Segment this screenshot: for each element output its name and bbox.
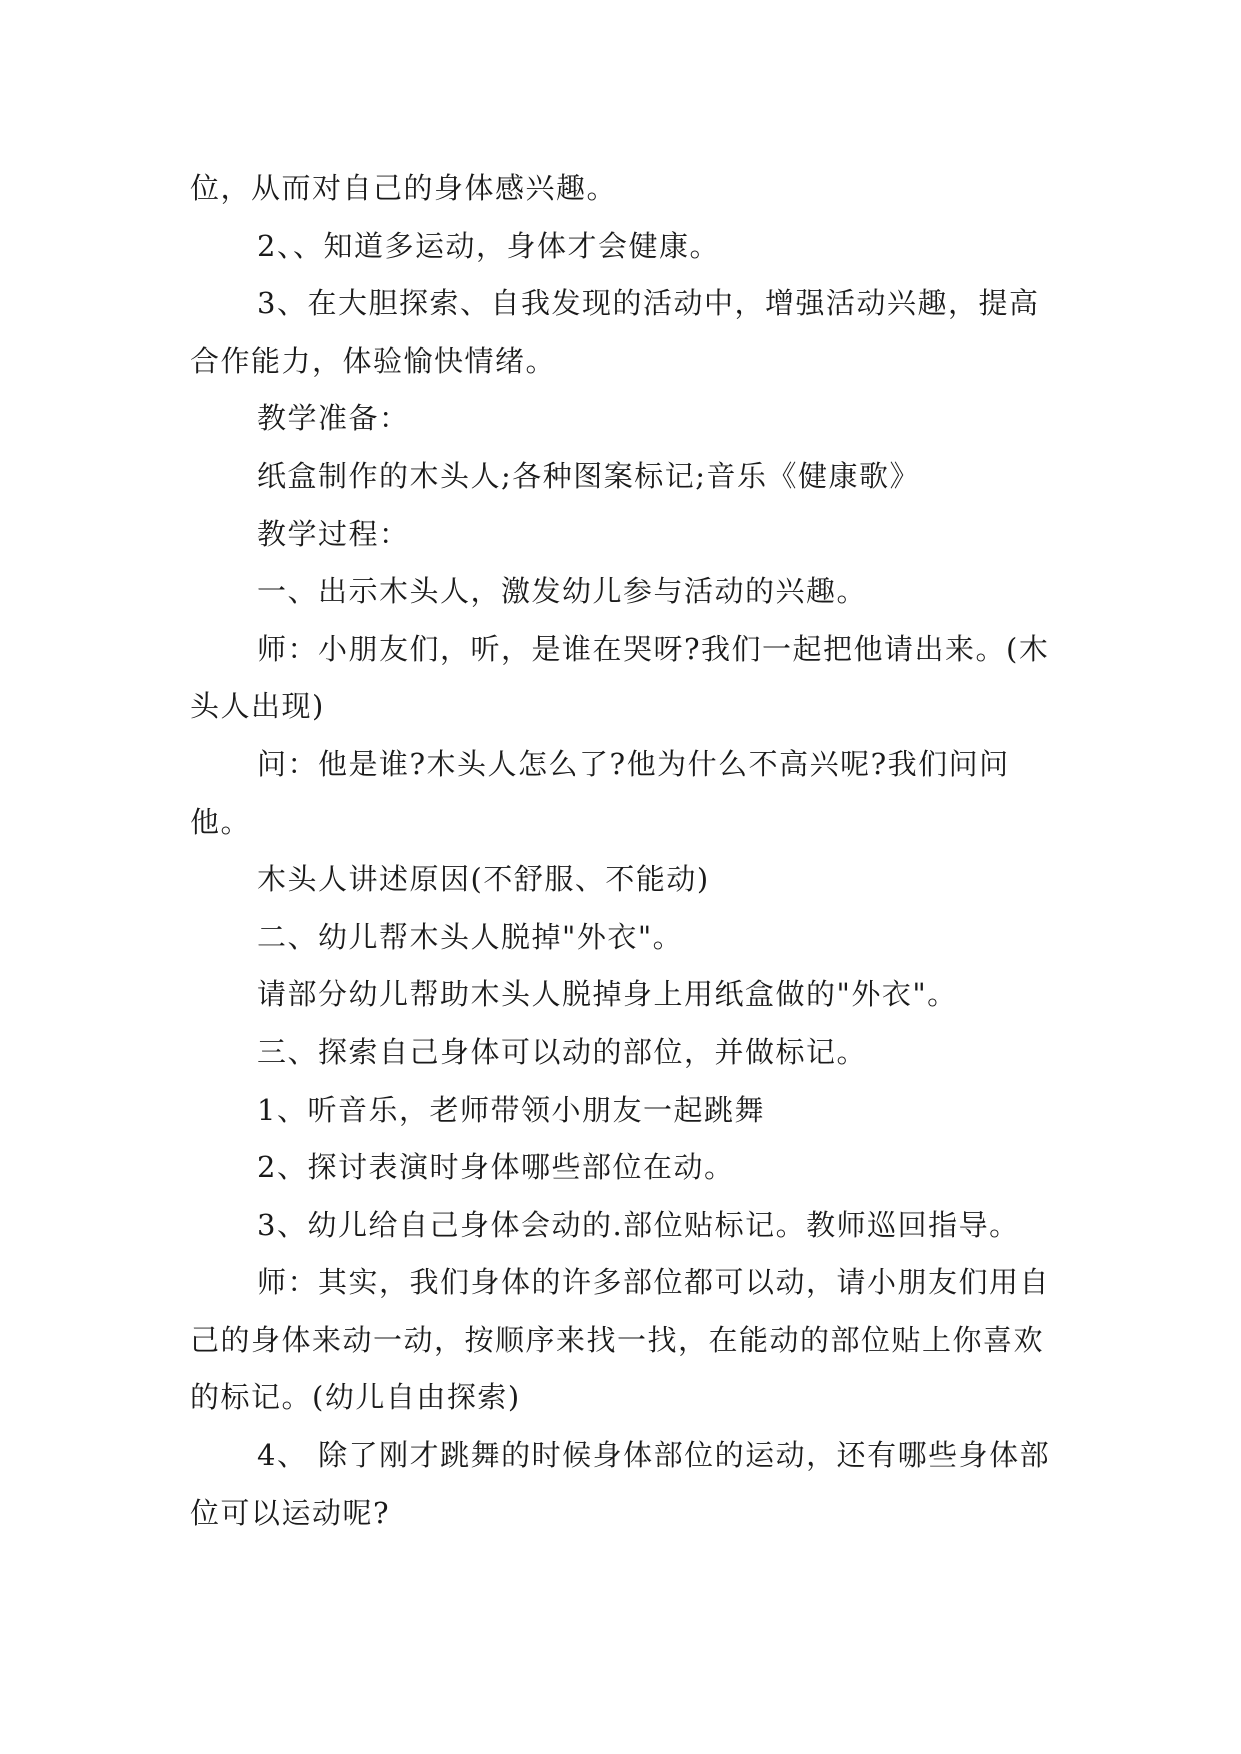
document-body: [190, 160, 1060, 1542]
paragraph: 问：他是谁?木头人怎么了?他为什么不高兴呢?我们问问他。: [190, 746, 1010, 839]
paragraph: 2、、知道多运动，身体才会健康。: [257, 228, 720, 263]
paragraph: 3、幼儿给自己身体会动的.部位贴标记。教师巡回指导。: [257, 1207, 1020, 1242]
paragraph: 一、出示木头人，激发幼儿参与活动的兴趣。: [257, 574, 868, 609]
paragraph: 三、探索自己身体可以动的部位，并做标记。: [257, 1034, 868, 1069]
paragraph: 木头人讲述原因(不舒服、不能动): [257, 862, 710, 897]
paragraph: 师：小朋友们，听，是谁在哭呀?我们一起把他请出来。(木头人出现): [190, 631, 1050, 724]
paragraph: 位，从而对自己的身体感兴趣。: [190, 171, 618, 205]
paragraph: 1、听音乐，老师带领小朋友一起跳舞: [257, 1092, 765, 1127]
paragraph: 二、幼儿帮木头人脱掉"外衣"。: [257, 919, 684, 954]
paragraph: 请部分幼儿帮助木头人脱掉身上用纸盒做的"外衣"。: [257, 977, 958, 1012]
paragraph: 2、探讨表演时身体哪些部位在动。: [257, 1150, 735, 1185]
section-heading: 教学准备：: [257, 401, 410, 436]
section-heading: 教学过程：: [257, 516, 410, 551]
paragraph: 师：其实，我们身体的许多部位都可以动，请小朋友们用自己的身体来动一动，按顺序来找一找，在能动的部位贴上你喜欢的标记。(幼儿自由探索): [190, 1265, 1051, 1415]
paragraph: 4、 除了刚才跳舞的时候身体部位的运动，还有哪些身体部位可以运动呢?: [190, 1438, 1051, 1530]
paragraph: 3、在大胆探索、自我发现的活动中，增强活动兴趣，提高合作能力，体验愉快情绪。: [190, 286, 1040, 378]
paragraph: 纸盒制作的木头人;各种图案标记;音乐《健康歌》: [257, 458, 921, 493]
